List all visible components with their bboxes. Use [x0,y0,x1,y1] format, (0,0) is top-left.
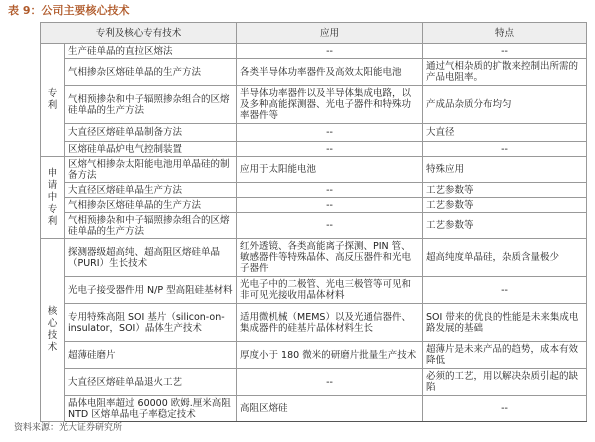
tech-cell: 晶体电阻率超过 60000 欧姆.厘米高阻 NTD 区熔单晶电子率稳定技术 [65,396,237,422]
feature-cell: 工艺参数等 [423,213,587,239]
tech-cell: 探测器级超高纯、超高阻区熔硅单晶（PURI）生长技术 [65,239,237,277]
tech-cell: 专用特殊高阻 SOI 基片（silicon-on-insulator，SOI）晶体生产技术 [65,304,237,342]
feature-cell: -- [423,396,587,422]
tech-cell: 气相掺杂区熔硅单晶的生产方法 [65,198,237,213]
feature-cell: 通过气相杂质的扩散来控制出所需的产品电阻率。 [423,59,587,86]
group-label-core-tech: 核心技术 [41,239,65,422]
header-feature: 特点 [423,23,587,44]
application-cell: 红外透镜、各类高能离子探测、PIN 管、敏感器件等特殊晶体、高反压器件和光电子器件 [237,239,423,277]
application-cell: -- [237,44,423,59]
table-row [41,369,587,396]
table-row [41,157,587,183]
header-tech: 专利及核心专有技术 [41,23,237,44]
tech-cell: 气相预掺杂和中子辐照掺杂组合的区熔硅单晶的生产方法 [65,213,237,239]
application-cell: 各类半导体功率器件及高效太阳能电池 [237,59,423,86]
tech-cell: 气相掺杂区熔硅单晶的生产方法 [65,59,237,86]
tech-cell: 大直径区熔硅单晶退火工艺 [65,369,237,396]
feature-cell: 必须的工艺，用以解决杂质引起的缺陷 [423,369,587,396]
table-row [41,213,587,239]
source-note: 资料来源：光大证券研究所 [14,423,123,433]
application-cell: -- [237,369,423,396]
application-cell: -- [237,213,423,239]
tech-cell: 大直径区熔硅单晶制备方法 [65,124,237,142]
application-cell: -- [237,198,423,213]
feature-cell: 大直径 [423,124,587,142]
table-row [41,277,587,304]
tech-cell: 区熔硅单晶炉电气控制装置 [65,142,237,157]
table-row [41,304,587,342]
table-title: 表 9：公司主要核心技术 [8,4,130,17]
group-label-pending-patent: 申请中专利 [41,157,65,239]
table-row [41,44,587,59]
table-row [41,124,587,142]
table-row [41,198,587,213]
table-header-row [41,23,587,44]
core-technology-table [40,22,587,422]
feature-cell: -- [423,277,587,304]
tech-cell: 区熔气相掺杂太阳能电池用单晶硅的制备方法 [65,157,237,183]
application-cell: 厚度小于 180 微米的研磨片批量生产技术 [237,342,423,369]
application-cell: 适用微机械（MEMS）以及光通信器件、集成器件的硅基片晶体材料生长 [237,304,423,342]
tech-cell: 气相预掺杂和中子辐照掺杂组合的区熔硅单晶的生产方法 [65,86,237,124]
feature-cell: SOI 带来的优良的性能是未来集成电路发展的基础 [423,304,587,342]
tech-cell: 大直径区熔硅单晶生产方法 [65,183,237,198]
feature-cell: 工艺参数等 [423,183,587,198]
feature-cell: 超薄片是未来产品的趋势，成本有效降低 [423,342,587,369]
header-application: 应用 [237,23,423,44]
application-cell: -- [237,142,423,157]
table-row [41,86,587,124]
application-cell: 高阻区熔硅 [237,396,423,422]
table-row [41,59,587,86]
feature-cell: 产成品杂质分布均匀 [423,86,587,124]
feature-cell: 工艺参数等 [423,198,587,213]
application-cell: 光电子中的二极管、光电三极管等可见和非可见光接收用晶体材料 [237,277,423,304]
table-row [41,239,587,277]
feature-cell: -- [423,44,587,59]
table-row [41,142,587,157]
feature-cell: 特殊应用 [423,157,587,183]
group-label-patent: 专利 [41,44,65,157]
application-cell: 应用于太阳能电池 [237,157,423,183]
feature-cell: 超高纯度单晶硅，杂质含量极少 [423,239,587,277]
application-cell: -- [237,183,423,198]
tech-cell: 生产硅单晶的直拉区熔法 [65,44,237,59]
table-row [41,183,587,198]
table-row [41,342,587,369]
application-cell: -- [237,124,423,142]
feature-cell: -- [423,142,587,157]
tech-cell: 光电子接受器件用 N/P 型高阻硅基材料 [65,277,237,304]
table-row [41,396,587,422]
application-cell: 半导体功率器件以及半导体集成电路，以及多种高能探测器、光电子器件和特殊功率器件等 [237,86,423,124]
tech-cell: 超薄硅磨片 [65,342,237,369]
